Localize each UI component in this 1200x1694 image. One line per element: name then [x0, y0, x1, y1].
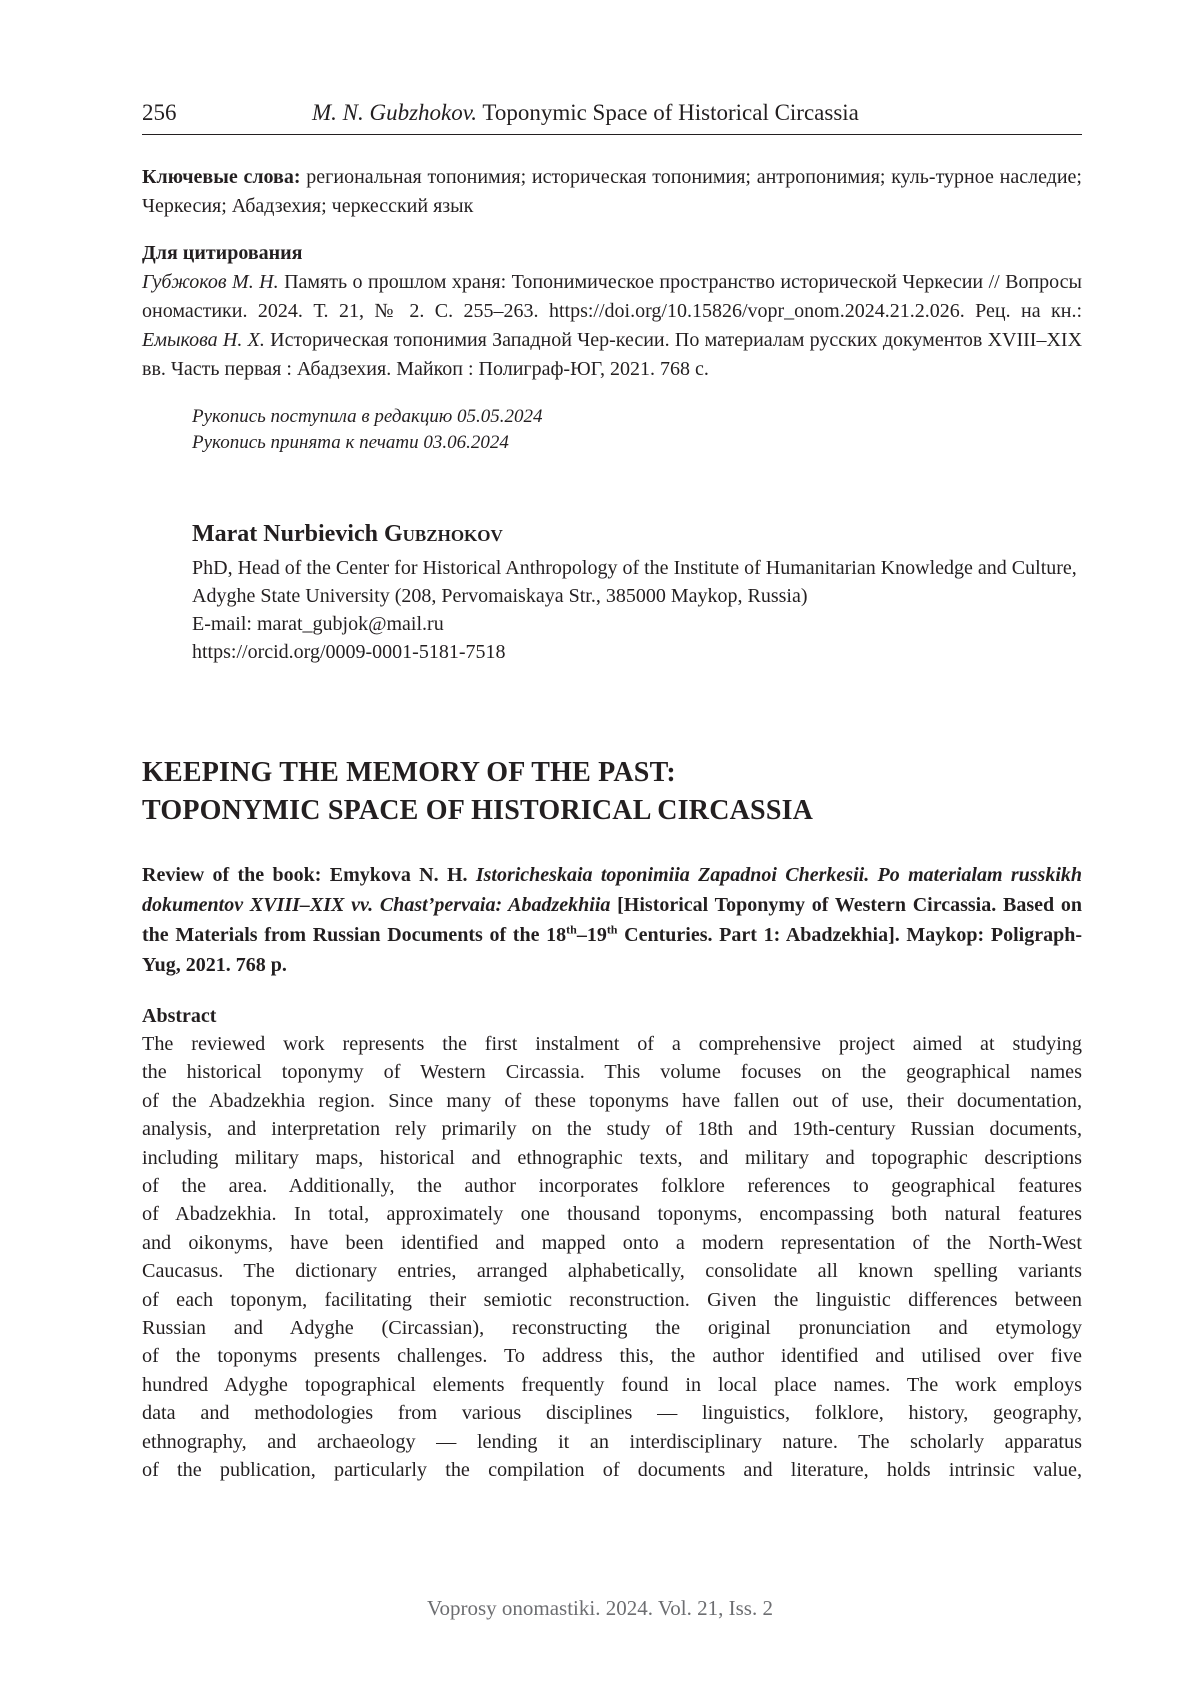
- author-first-names: Marat Nurbievich: [192, 521, 378, 547]
- review-sup-2: th: [606, 922, 618, 937]
- abstract-line: Russian and Adyghe (Circassian), reconstructing the original pronunciation and etymology: [142, 1317, 1082, 1340]
- abstract-line: The reviewed work represents the first instalment of a comprehensive project aimed at studying: [142, 1033, 1082, 1055]
- author-email: E-mail: marat_gubjok@mail.ru: [192, 613, 444, 635]
- review-prefix: Review of the book: Emykova N. H.: [142, 864, 468, 886]
- abstract-line: of each toponym, facilitating their semiotic reconstruction. Given the linguistic differences between: [142, 1288, 1082, 1311]
- abstract-line: and oikonyms, have been identified and mapped onto a modern representation of the North-West: [142, 1231, 1082, 1254]
- abstract-line: of the publication, particularly the compilation of documents and literature, holds intrinsic value,: [142, 1459, 1082, 1482]
- citation-book-author: Емыкова Н. Х.: [142, 329, 265, 351]
- citation-heading: Для цитирования: [142, 242, 303, 264]
- date-accepted: Рукопись принята к печати 03.06.2024: [192, 432, 509, 453]
- abstract-line: analysis, and interpretation rely primarily on the study of 18th and 19th-century Russian documents,: [142, 1118, 1082, 1141]
- author-name: [192, 518, 1082, 550]
- review-translation-a: [Historical Toponymy of Western Circassia. Based on the Materials from Russian Documents of the 18: [142, 894, 1082, 946]
- author-surname: Gubzhokov: [383, 521, 503, 547]
- abstract-line: ethnography, and archaeology — lending it an interdisciplinary nature. The scholarly apparatus: [142, 1430, 1082, 1453]
- review-book-title: Istoricheskaia toponimiia Zapadnoi Cherkesii. Po materialam russkikh dokumentov XVIII–XIX vv. Chast’pervaia: Abadzekhiia: [142, 864, 1082, 916]
- abstract-line: of Abadzekhia. In total, approximately one thousand toponyms, encompassing both natural features: [142, 1203, 1082, 1226]
- citation-ru: [142, 268, 1082, 384]
- keywords-text: региональная топонимия; историческая топонимия; антропонимия; куль-турное наследие; Черкесия; Абадзехия; черкесский язык: [142, 166, 1082, 217]
- abstract-heading: Abstract: [142, 1005, 217, 1027]
- review-dash: –19: [576, 924, 607, 946]
- abstract-line: the historical toponymy of Western Circassia. This volume focuses on the geographical names: [142, 1061, 1082, 1084]
- author-orcid: https://orcid.org/0009-0001-5181-7518: [192, 641, 506, 663]
- abstract-line: data and methodologies from various disciplines — linguistics, folklore, history, geography,: [142, 1402, 1082, 1425]
- abstract-line: of the Abadzekhia region. Since many of these toponyms have fallen out of use, their documentation,: [142, 1089, 1082, 1112]
- date-received: Рукопись поступила в редакцию 05.05.2024: [192, 406, 543, 427]
- keywords-ru: [142, 163, 1082, 221]
- title-line-2: TOPONYMIC SPACE OF HISTORICAL CIRCASSIA: [142, 795, 814, 826]
- abstract-line: of the area. Additionally, the author incorporates folklore references to geographical features: [142, 1175, 1082, 1198]
- running-author: M. N. Gubzhokov.: [312, 100, 478, 125]
- page-footer: Voprosy onomastiki. 2024. Vol. 21, Iss. 2: [427, 1596, 773, 1620]
- title-line-1: KEEPING THE MEMORY OF THE PAST:: [142, 757, 676, 788]
- review-reference: [142, 860, 1082, 980]
- abstract-line: of the toponyms presents challenges. To address this, the author identified and utilised over five: [142, 1345, 1082, 1368]
- citation-part1: Память о прошлом храня: Топонимическое пространство исторической Черкесии // Вопросы ономастики. 2024. Т. 21, № 2. С. 255–263. https://doi.org/10.15826/vopr_onom.2024.21.2.026. Рец. на кн.:: [142, 271, 1082, 322]
- author-affiliation: PhD, Head of the Center for Historical Anthropology of the Institute of Humanitarian Knowledge and Culture, Adyghe State University (208, Pervomaiskaya Str., 385000 Maykop, Russia): [192, 557, 1077, 607]
- running-title: [312, 100, 1082, 126]
- manuscript-dates: [192, 404, 1082, 456]
- page-number: 256: [142, 100, 177, 125]
- keywords-label: Ключевые слова:: [142, 166, 301, 188]
- author-block: [192, 518, 1082, 666]
- running-title-text: Toponymic Space of Historical Circassia: [482, 100, 859, 125]
- abstract-line: including military maps, historical and ethnographic texts, and military and topographic descriptions: [142, 1146, 1082, 1169]
- page-content: [142, 100, 1082, 1485]
- review-sup-1: th: [566, 922, 577, 937]
- citation-author: Губжоков М. Н.: [142, 271, 279, 293]
- abstract-line: Caucasus. The dictionary entries, arranged alphabetically, consolidate all known spelling variants: [142, 1260, 1082, 1283]
- article-title: [142, 754, 1082, 830]
- review-translation-b: Centuries. Part 1: Abadzekhia]. Maykop: Poligraph-Yug, 2021. 768 p.: [142, 924, 1082, 976]
- running-header: [142, 100, 1082, 135]
- abstract-body: [142, 1030, 1082, 1485]
- abstract-line: hundred Adyghe topographical elements frequently found in local place names. The work employs: [142, 1373, 1082, 1396]
- citation-part2: Историческая топонимия Западной Чер-кесии. По материалам русских документов XVIII–XIX вв. Часть первая : Абадзехия. Майкоп : Полиграф-ЮГ, 2021. 768 с.: [142, 329, 1083, 380]
